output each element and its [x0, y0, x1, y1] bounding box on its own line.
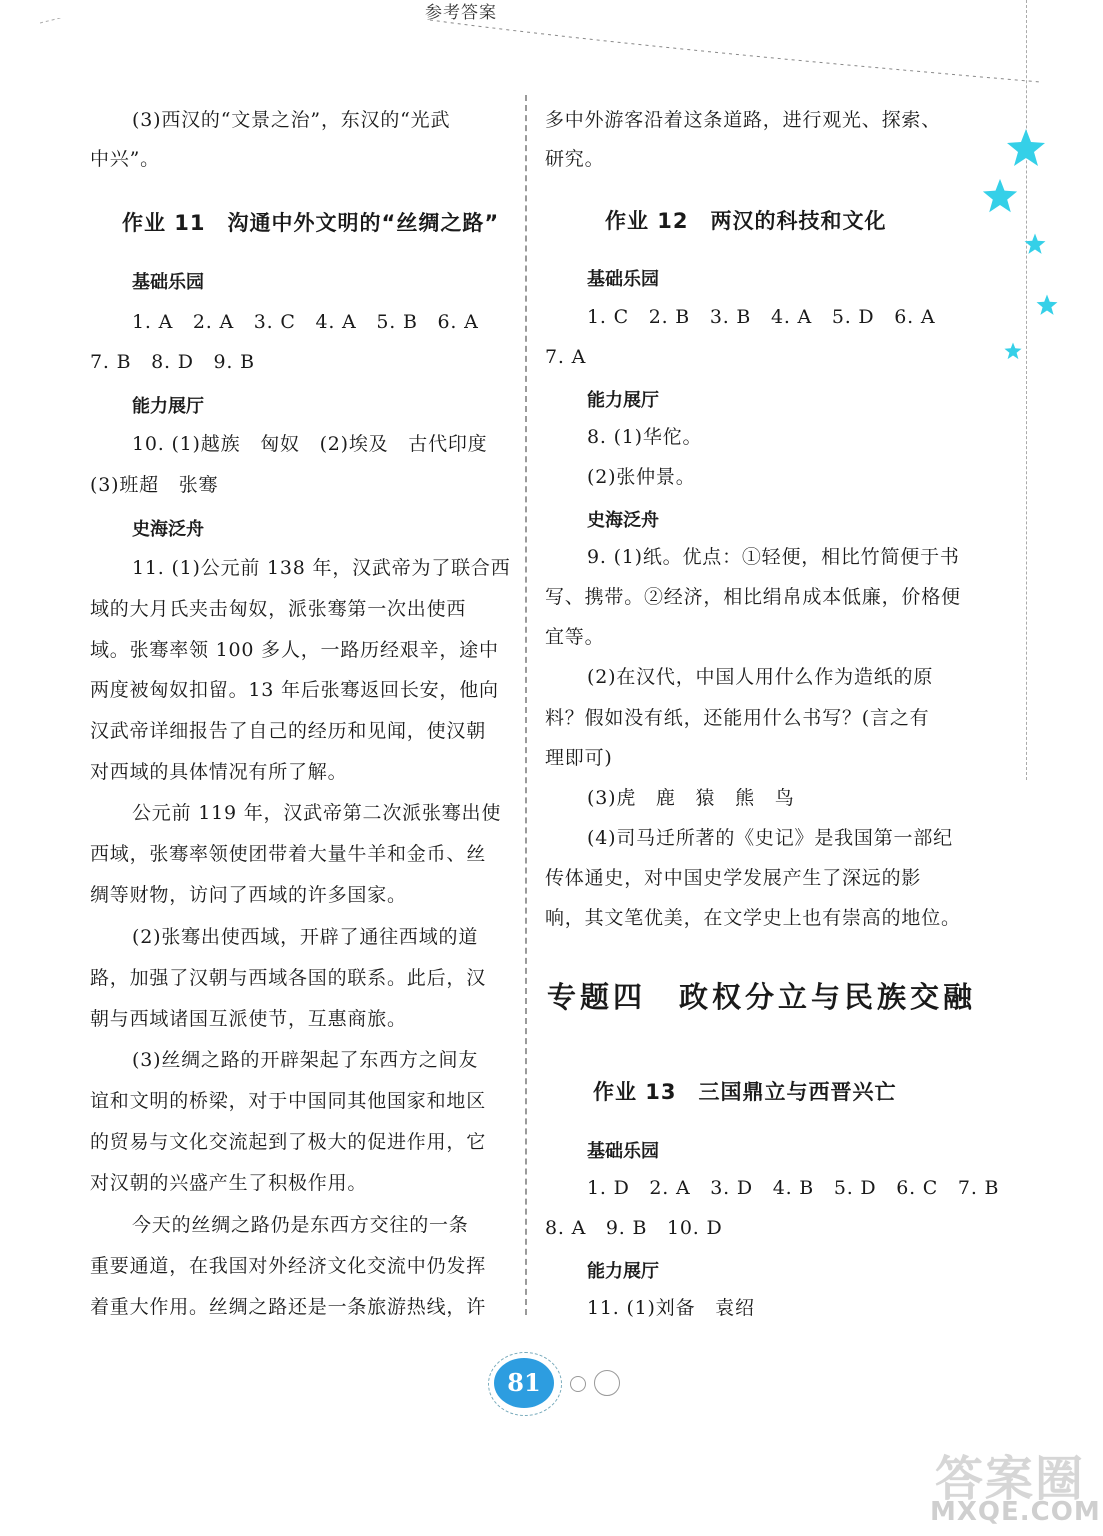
text-line: 1. D 2. A 3. D 4. B 5. D 6. C 7. B: [587, 1177, 1000, 1199]
text-line: 谊和文明的桥梁，对于中国同其他国家和地区: [90, 1090, 487, 1112]
text-line: 宜等。: [545, 626, 605, 648]
decor-circle-small: [570, 1376, 586, 1392]
text-line: 对西域的具体情况有所了解。: [90, 761, 348, 783]
text-line: 对汉朝的兴盛产生了积极作用。: [90, 1172, 368, 1194]
section-label: 基础乐园: [587, 1141, 659, 1162]
text-line: 7. B 8. D 9. B: [90, 351, 255, 373]
text-line: (2)张仲景。: [587, 466, 696, 488]
star-icon: [1004, 342, 1022, 360]
text-line: 的贸易与文化交流起到了极大的促进作用，它: [90, 1131, 487, 1153]
section-label: 基础乐园: [587, 269, 659, 290]
column-divider: [525, 95, 527, 1315]
text-line: 10. (1)越族 匈奴 (2)埃及 古代印度: [132, 433, 488, 455]
text-line: 两度被匈奴扣留。13 年后张骞返回长安，他向: [90, 679, 499, 701]
decor-circle-large: [594, 1370, 620, 1396]
section-label: 史海泛舟: [587, 510, 659, 531]
text-line: 公元前 119 年，汉武帝第二次派张骞出使: [132, 802, 502, 824]
page-number: 81: [494, 1358, 554, 1408]
text-line: 绸等财物，访问了西域的许多国家。: [90, 884, 407, 906]
star-icon: [1006, 128, 1046, 168]
text-line: 8. (1)华佗。: [587, 426, 703, 448]
text-line: 西域，张骞率领使团带着大量牛羊和金币、丝: [90, 843, 487, 865]
text-line: 路，加强了汉朝与西域各国的联系。此后，汉: [90, 967, 487, 989]
right-margin-line: [1026, 0, 1027, 780]
watermark-logo: 答案圈: [935, 1451, 1086, 1507]
text-line: 写、携带。②经济，相比绢帛成本低廉，价格便: [545, 586, 961, 608]
text-line: 传体通史，对中国史学发展产生了深远的影: [545, 867, 922, 889]
text-line: 汉武帝详细报告了自己的经历和见闻，使汉朝: [90, 720, 487, 742]
text-line: (2)在汉代，中国人用什么作为造纸的原: [587, 666, 934, 688]
text-line: 朝与西域诸国互派使节，互惠商旅。: [90, 1008, 407, 1030]
text-line: 理即可): [545, 747, 613, 769]
text-line: 7. A: [545, 346, 587, 368]
assignment-heading: 作业 11 沟通中外文明的“丝绸之路”: [122, 211, 500, 235]
assignment-heading: 作业 12 两汉的科技和文化: [605, 209, 887, 233]
text-line: 8. A 9. B 10. D: [545, 1217, 723, 1239]
text-line: 域。张骞率领 100 多人，一路历经艰辛，途中: [90, 639, 499, 661]
section-label: 能力展厅: [587, 1261, 659, 1282]
star-icon: [1024, 233, 1046, 255]
text-line: (3)西汉的“文景之治”，东汉的“光武: [132, 109, 451, 131]
text-line: 响，其文笔优美，在文学史上也有崇高的地位。: [545, 907, 961, 929]
star-icon: [982, 178, 1018, 214]
text-line: 9. (1)纸。优点：①轻便，相比竹简便于书: [587, 546, 960, 568]
text-line: 1. A 2. A 3. C 4. A 5. B 6. A: [132, 311, 479, 333]
text-line: (3)虎 鹿 猿 熊 鸟: [587, 787, 795, 809]
text-line: 重要通道，在我国对外经济文化交流中仍发挥: [90, 1255, 487, 1277]
text-line: 料？假如没有纸，还能用什么书写？(言之有: [545, 707, 930, 729]
section-label: 能力展厅: [132, 396, 204, 417]
section-label: 基础乐园: [132, 272, 204, 293]
text-line: (2)张骞出使西域，开辟了通往西域的道: [132, 926, 479, 948]
text-line: 多中外游客沿着这条道路，进行观光、探索、: [545, 109, 942, 131]
text-line: 研究。: [545, 148, 605, 170]
text-line: 11. (1)公元前 138 年，汉武帝为了联合西: [132, 557, 511, 579]
text-line: (3)班超 张骞: [90, 474, 219, 496]
section-label: 史海泛舟: [132, 519, 204, 540]
text-line: (3)丝绸之路的开辟架起了东西方之间友: [132, 1049, 479, 1071]
topic-title: 专题四 政权分立与民族交融: [547, 980, 977, 1014]
text-line: 着重大作用。丝绸之路还是一条旅游热线，许: [90, 1296, 487, 1318]
star-icon: [1036, 294, 1058, 316]
watermark-url: MXQE.COM: [930, 1497, 1101, 1527]
text-line: 今天的丝绸之路仍是东西方交往的一条: [132, 1214, 469, 1236]
text-line: 域的大月氏夹击匈奴，派张骞第一次出使西: [90, 598, 467, 620]
text-line: 中兴”。: [90, 148, 160, 170]
section-label: 能力展厅: [587, 390, 659, 411]
text-line: 1. C 2. B 3. B 4. A 5. D 6. A: [587, 306, 936, 328]
header-title: 参考答案: [425, 3, 497, 23]
text-line: 11. (1)刘备 袁绍: [587, 1297, 755, 1319]
text-line: (4)司马迁所著的《史记》是我国第一部纪: [587, 827, 953, 849]
assignment-heading: 作业 13 三国鼎立与西晋兴亡: [593, 1080, 897, 1104]
header-decoration: [40, 18, 1040, 88]
